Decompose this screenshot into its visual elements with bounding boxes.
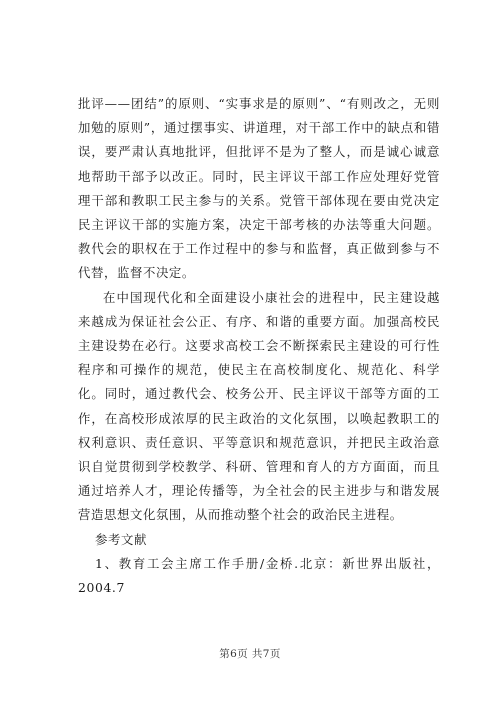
body-content (78, 92, 440, 600)
page-footer: 第6页 共7页 (219, 648, 281, 660)
paragraph-democracy-building: 在中国现代化和全面建设小康社会的进程中，民主建设越来越成为保证社会公正、有序、和谐的重要方面。加强高校民主建设势在必行。这要求高校工会不断探索民主建设的可行性程序和可操作的规范，使民主在高校制度化、规范化、科学化。同时，通过教代会、校务公开、民主评议干部等方面的工作，在高校形成浓厚的民主政治的文化氛围，以唤起教职工的权利意识、责任意识、平等意识和规范意识，并把民主政治意识自觉贯彻到学校教学、科研、管理和育人的方方面面，而且通过培养人才，理论传播等，为全社会的民主进步与和谐发展营造思想文化氛围，从而推动整个社会的政治民主进程。 (78, 289, 440, 523)
paragraph-continued: 批评——团结”的原则、“实事求是的原则”、“有则改之，无则加勉的原则”，通过摆事实、讲道理，对干部工作中的缺点和错误，要严肃认真地批评，但批评不是为了整人，而是诚心诚意地帮助干部予以改正。同时，民主评议干部工作应处理好党管理干部和教职工民主参与的关系。党管干部体现在要由党决定民主评议干部的实施方案，决定干部考核的办法等重大问题。教代会的职权在于工作过程中的参与和监督，真正做到参与不代替，监督不决定。 (78, 96, 440, 281)
references-heading: 参考文献 (95, 531, 147, 547)
reference-item: 1、教育工会主席工作手册/金桥.北京：新世界出版社，2004.7 (78, 555, 440, 596)
